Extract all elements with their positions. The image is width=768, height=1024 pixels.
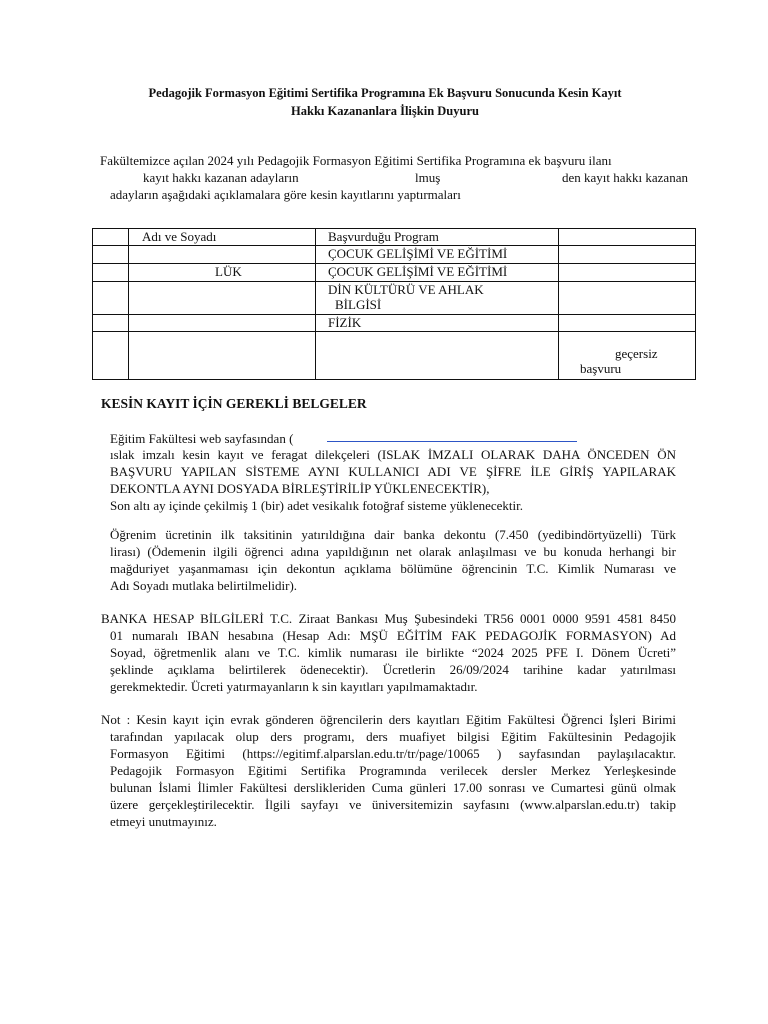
note-line-3: Formasyon Eğitimi (https://egitimf.alparslan.edu.tr/tr/page/10065 ) sayfasından paylaşılacaktır. [110, 746, 676, 761]
note-line-2: tarafından yapılacak olup ders programı, ders muafiyet bilgisi Eğitim Fakültesinin Pedagojik [110, 729, 676, 744]
header-program: Başvurduğu Program [328, 229, 439, 244]
note-line-7: etmeyi unutmayınız. [110, 814, 217, 829]
bank-line-4: şeklinde açıklama belirtilerek ödenecektir). Ücretlerin 26/09/2024 tarihine kadar yatırılması [110, 662, 676, 677]
intro-line-2a: kayıt hakkı kazanan adayların [143, 170, 299, 185]
docs-line-2: ıslak imzalı kesin kayıt ve feragat dilekçeleri (ISLAK İMZALI OLARAK DAHA ÖNCEDEN ÖN [110, 447, 676, 462]
fee-line-1: Öğrenim ücretinin ilk taksitinin yatırıldığına dair banka dekontu (7.450 (yedibindörtyüzelli) Türk [110, 527, 676, 542]
row-2-program: ÇOCUK GELİŞİMİ VE EĞİTİMİ [328, 264, 508, 279]
docs-line-4: DEKONTLA AYNI DOSYADA BİRLEŞTİRİLİP YÜKLENECEKTİR), [110, 481, 490, 496]
row-1-program: ÇOCUK GELİŞİMİ VE EĞİTİMİ [328, 246, 508, 261]
row-2-name: LÜK [215, 264, 242, 279]
row-5-note: geçersiz [615, 346, 658, 361]
bank-line-1: BANKA HESAP BİLGİLERİ T.C. Ziraat Bankası Muş Şubesindeki TR56 0001 0000 9591 4581 8450 [101, 611, 676, 626]
fee-line-2: lirası) (Ödemenin ilgili öğrenci adına yapıldığının net olarak anlaşılması ve bu konuda herhangi bir [110, 544, 676, 559]
bank-line-5: gerekmektedir. Ücreti yatırmayanların k sin kayıtları yapılmamaktadır. [110, 679, 478, 694]
row-3-program-cont: BİLGİSİ [335, 297, 382, 312]
note-line-6: üzere gerçekleştirilecektir. İlgili sayfayı ve üniversitemizin sayfasını (www.alparslan.edu.tr) takip [110, 797, 676, 812]
note-line-1: Not : Kesin kayıt için evrak gönderen öğrencilerin ders kayıtları Eğitim Fakültesi Öğrenci İşleri Birimi [101, 712, 676, 727]
title-line-2: Hakkı Kazananlara İlişkin Duyuru [291, 104, 479, 118]
intro-line-2b: lmuş [415, 170, 441, 185]
fee-line-4: Adı Soyadı mutlaka belirtilmelidir). [110, 578, 298, 593]
intro-line-1: Fakültemizce açılan 2024 yılı Pedagojik Formasyon Eğitimi Sertifika Programına ek başvuru ilanı [100, 153, 612, 168]
intro-line-2c: den kayıt hakkı kazanan [562, 170, 688, 185]
fee-line-3: mağduriyet yaşanmaması için dekontun açıklama bölümüne öğrencinin T.C. Kimlik Numarası ve [110, 561, 676, 576]
header-name: Adı ve Soyadı [142, 229, 217, 244]
section-heading: KESİN KAYIT İÇİN GEREKLİ BELGELER [101, 396, 367, 411]
admissions-table [92, 228, 696, 380]
bank-line-2: 01 numaralı IBAN hesabına (Hesap Adı: MŞÜ EĞİTİM FAK PEDAGOJİK FORMASYON) Ad [110, 628, 676, 643]
bank-line-3: Soyad, öğretmenlik alanı ve T.C. kimlik numarası ile birlikte “2024 2025 PFE I. Dönem Ücreti” [110, 645, 676, 660]
title-line-1: Pedagojik Formasyon Eğitimi Sertifika Programına Ek Başvuru Sonucunda Kesin Kayıt [148, 86, 622, 100]
note-line-5: bulunan İslami İlimler Fakültesi derslikleriden Cuma günleri 17.00 sonrası ve Cumartesi günü olmak [110, 780, 676, 795]
docs-line-3: BAŞVURU YAPILAN SİSTEME AYNI KULLANICI ADI VE ŞİFRE İLE GİRİŞ YAPILARAK [110, 464, 676, 479]
intro-line-3: adayların aşağıdaki açıklamalara göre kesin kayıtlarını yaptırmaları [110, 187, 461, 202]
row-3-program: DİN KÜLTÜRÜ VE AHLAK [328, 282, 484, 297]
note-line-4: Pedagojik Formasyon Eğitimi Sertifika Programında verilecek dersler Merkez Yerleşkesinde [110, 763, 676, 778]
docs-line-5: Son altı ay içinde çekilmiş 1 (bir) adet vesikalık fotoğraf sisteme yüklenecektir. [110, 498, 523, 513]
document-title [110, 84, 660, 120]
website-link-blank[interactable] [327, 441, 577, 442]
docs-line-1: Eğitim Fakültesi web sayfasından ( [110, 431, 294, 446]
row-4-program: FİZİK [328, 315, 362, 330]
row-5-note-cont: başvuru [580, 361, 622, 376]
